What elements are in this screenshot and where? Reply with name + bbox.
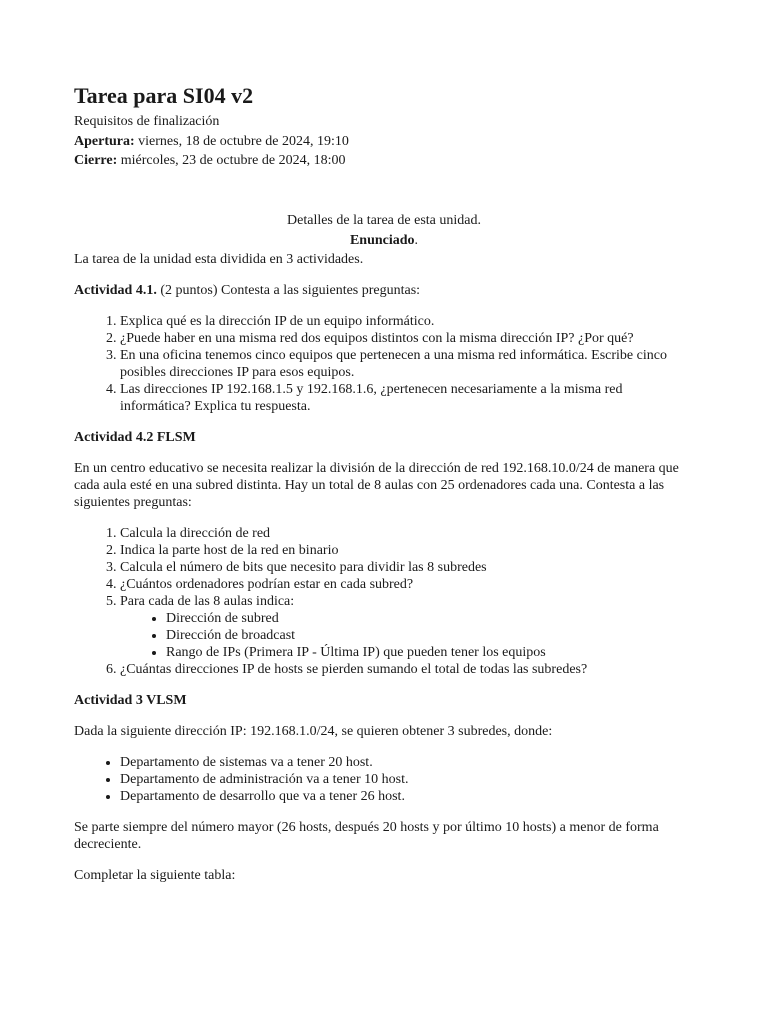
activity-3-note: Se parte siempre del número mayor (26 hosts, después 20 hosts y por último 10 hosts) a menor de forma decreciente. (74, 820, 659, 852)
list-item: 1. Calcula la dirección de red (120, 525, 694, 542)
page-title: Tarea para SI04 v2 (74, 83, 254, 108)
list-item-text: Para cada de las 8 aulas indica: (120, 594, 295, 609)
list-item: 4. ¿Cuántos ordenadores podrían estar en cada subred? (120, 576, 694, 593)
activity-3-text: Dada la siguiente dirección IP: 192.168.1.0/24, se quieren obtener 3 subredes, donde: (74, 724, 553, 739)
statement-dot: . (414, 233, 419, 248)
closing-value: miércoles, 23 de octubre de 2024, 18:00 (117, 153, 346, 168)
list-item: 3. En una oficina tenemos cinco equipos que pertenecen a una misma red informática. Escribe cinco posibles direcciones IP para esos equipos. (120, 347, 694, 381)
activity-2-label: Actividad 4.2 FLSM (74, 430, 196, 445)
list-item: • Departamento de desarrollo que va a tener 26 host. (120, 788, 694, 805)
closing-label: Cierre: (74, 153, 118, 168)
activity-1-label: Actividad 4.1. (74, 283, 157, 298)
list-item: 1. Explica qué es la dirección IP de un equipo informático. (120, 313, 694, 330)
list-item: • Departamento de administración va a tener 10 host. (120, 771, 694, 788)
table-intro: Completar la siguiente tabla: (74, 868, 236, 883)
details-heading: Detalles de la tarea de esta unidad. (287, 213, 481, 228)
list-item: • Rango de IPs (Primera IP - Última IP) que pueden tener los equipos (166, 644, 694, 661)
closing-date (74, 151, 694, 171)
list-item (120, 593, 694, 661)
opening-label: Apertura: (74, 133, 135, 149)
activity-2-questions (74, 525, 694, 678)
list-item: 2. ¿Puede haber en una misma red dos equipos distintos con la misma dirección IP? ¿Por qué? (120, 330, 694, 347)
list-item: 3. Calcula el número de bits que necesito para dividir las 8 subredes (120, 559, 694, 576)
activity-1-text: (2 puntos) Contesta a las siguientes preguntas: (156, 283, 421, 298)
intro-summary: La tarea de la unidad esta dividida en 3 actividades. (74, 252, 364, 267)
activity-3-departments (74, 754, 694, 805)
opening-value: viernes, 18 de octubre de 2024, 19:10 (134, 133, 349, 149)
list-item: • Dirección de subred (166, 610, 694, 627)
activity-1-heading (74, 282, 694, 299)
list-item: • Departamento de sistemas va a tener 20 host. (120, 754, 694, 771)
list-item: • Dirección de broadcast (166, 627, 694, 644)
assignment-meta (74, 112, 694, 171)
activity-2-heading (74, 429, 694, 446)
activity-1-questions (74, 313, 694, 415)
statement-heading (74, 231, 694, 251)
activity-2-sublist (120, 610, 694, 661)
statement-label: Enunciado (349, 233, 415, 248)
assignment-body (74, 211, 694, 884)
activity-2-text: En un centro educativo se necesita realizar la división de la dirección de red 192.168.10.0/24 de manera que cada aula esté en una subred distinta. Hay un total de 8 aulas con 25 ordenadores cada una. Contesta a las siguientes preguntas: (74, 461, 679, 510)
list-item: 6. ¿Cuántas direcciones IP de hosts se pierden sumando el total de todas las subredes? (120, 661, 694, 678)
activity-3-label: Actividad 3 VLSM (74, 693, 187, 708)
completion-requirements: Requisitos de finalización (74, 114, 220, 129)
list-item: 4. Las direcciones IP 192.168.1.5 y 192.168.1.6, ¿pertenecen necesariamente a la misma red informática? Explica tu respuesta. (120, 381, 694, 415)
list-item: 2. Indica la parte host de la red en binario (120, 542, 694, 559)
opening-date (74, 132, 694, 152)
activity-3-heading (74, 692, 694, 709)
